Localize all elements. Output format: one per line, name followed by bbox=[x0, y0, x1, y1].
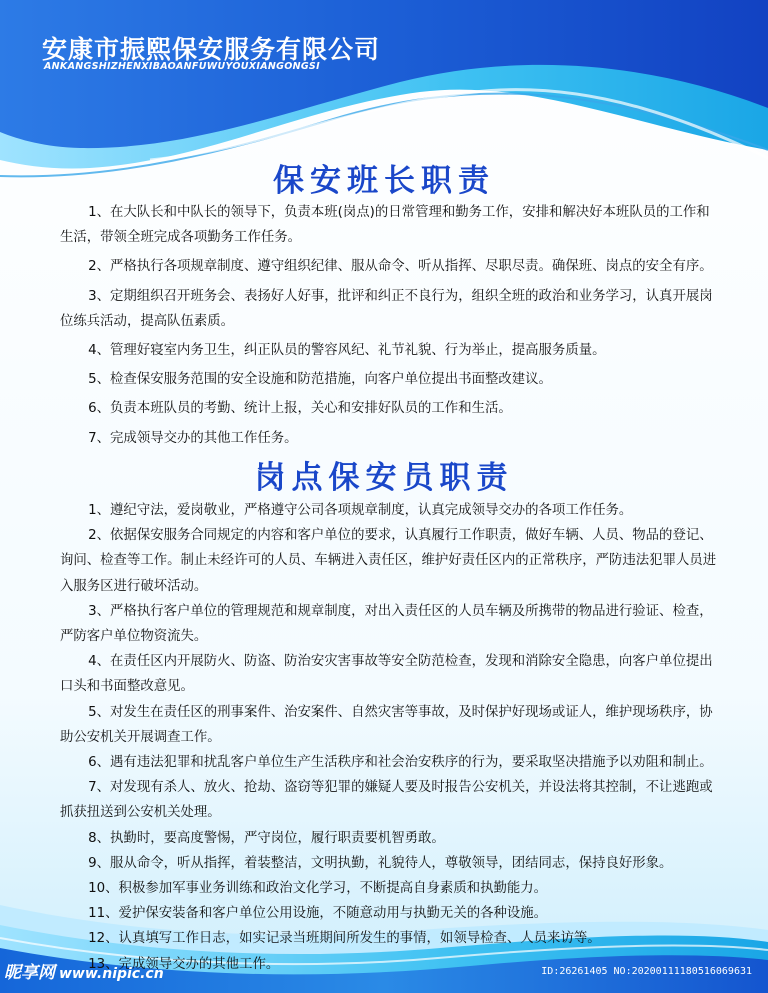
list-item: 5、检查保安服务范围的安全设施和防范措施，向客户单位提出书面整改建议。 bbox=[88, 372, 552, 388]
list-item: 12、认真填写工作日志，如实记录当班期间所发生的事情，如领导检查、人员来访等。 bbox=[88, 931, 601, 947]
list-item: 2、依据保安服务合同规定的内容和客户单位的要求，认真履行工作职责，做好车辆、人员、物品的登记、询问、检查等工作。制止未经许可的人员、车辆进入责任区，维护好责任区内的正常秩序，严防违法犯罪人员进入服务区进行破坏活动。 bbox=[60, 528, 717, 594]
company-pinyin: ANKANGSHIZHENXIBAOANFUWUYOUXIANGONGSI bbox=[44, 61, 320, 72]
list-item: 4、在责任区内开展防火、防盗、防治安灾害事故等安全防范检查，发现和消除安全隐患，向客户单位提出口头和书面整改意见。 bbox=[60, 654, 713, 695]
watermark-logo-text: 昵享网 bbox=[4, 963, 55, 983]
list-item: 11、爱护保安装备和客户单位公用设施，不随意动用与执勤无关的各种设施。 bbox=[88, 906, 548, 922]
section-title-post-guard: 岗点保安员职责 bbox=[254, 460, 514, 496]
list-item: 3、严格执行客户单位的管理规范和规章制度，对出入责任区的人员车辆及所携带的物品进行验证、检查，严防客户单位物资流失。 bbox=[60, 603, 713, 645]
list-item: 8、执勤时，要高度警惕，严守岗位，履行职责要机智勇敢。 bbox=[88, 830, 445, 846]
list-item: 2、严格执行各项规章制度、遵守组织纪律、服从命令、听从指挥、尽职尽责。确保班、岗点的安全有序。 bbox=[88, 259, 713, 275]
list-item: 5、对发生在责任区的刑事案件、治安案件、自然灾害等事故，及时保护好现场或证人，维护现场秩序，协助公安机关开展调查工作。 bbox=[60, 704, 713, 745]
list-item: 13、完成领导交办的其他工作。 bbox=[88, 956, 280, 972]
list-item: 4、管理好寝室内务卫生，纠正队员的警容风纪、礼节礼貌、行为举止，提高服务质量。 bbox=[88, 343, 606, 359]
list-item: 1、遵纪守法，爱岗敬业，严格遵守公司各项规章制度，认真完成领导交办的各项工作任务。 bbox=[88, 503, 633, 518]
squad-leader-duties-list bbox=[60, 200, 720, 455]
list-item: 7、完成领导交办的其他工作任务。 bbox=[88, 430, 298, 446]
list-item: 6、遇有违法犯罪和扰乱客户单位生产生活秩序和社会治安秩序的行为，要采取坚决措施予以劝阻和制止。 bbox=[88, 755, 713, 771]
company-name: 安康市振熙保安服务有限公司 bbox=[42, 35, 381, 64]
watermark-logo bbox=[4, 958, 164, 983]
post-guard-duties-list bbox=[60, 498, 720, 977]
list-item: 3、定期组织召开班务会、表扬好人好事，批评和纠正不良行为，组织全班的政治和业务学习，认真开展岗位练兵活动，提高队伍素质。 bbox=[60, 288, 713, 329]
image-id-label: ID:26261405 NO:20200111180516069631 bbox=[541, 966, 752, 977]
list-item: 9、服从命令，听从指挥，着装整洁，文明执勤，礼貌待人，尊敬领导，团结同志，保持良好形象。 bbox=[88, 855, 673, 871]
section-title-squad-leader: 保安班长职责 bbox=[273, 163, 495, 199]
watermark-site: www.nipic.cn bbox=[59, 966, 164, 982]
list-item: 6、负责本班队员的考勤、统计上报，关心和安排好队员的工作和生活。 bbox=[88, 401, 512, 417]
list-item: 10、积极参加军事业务训练和政治文化学习，不断提高自身素质和执勤能力。 bbox=[88, 881, 548, 897]
list-item: 7、对发现有杀人、放火、抢劫、盗窃等犯罪的嫌疑人要及时报告公安机关，并设法将其控制，不让逃跑或抓获扭送到公安机关处理。 bbox=[60, 780, 713, 821]
list-item: 1、在大队长和中队长的领导下，负责本班(岗点)的日常管理和勤务工作，安排和解决好本班队员的工作和生活，带领全班完成各项勤务工作任务。 bbox=[60, 205, 710, 246]
